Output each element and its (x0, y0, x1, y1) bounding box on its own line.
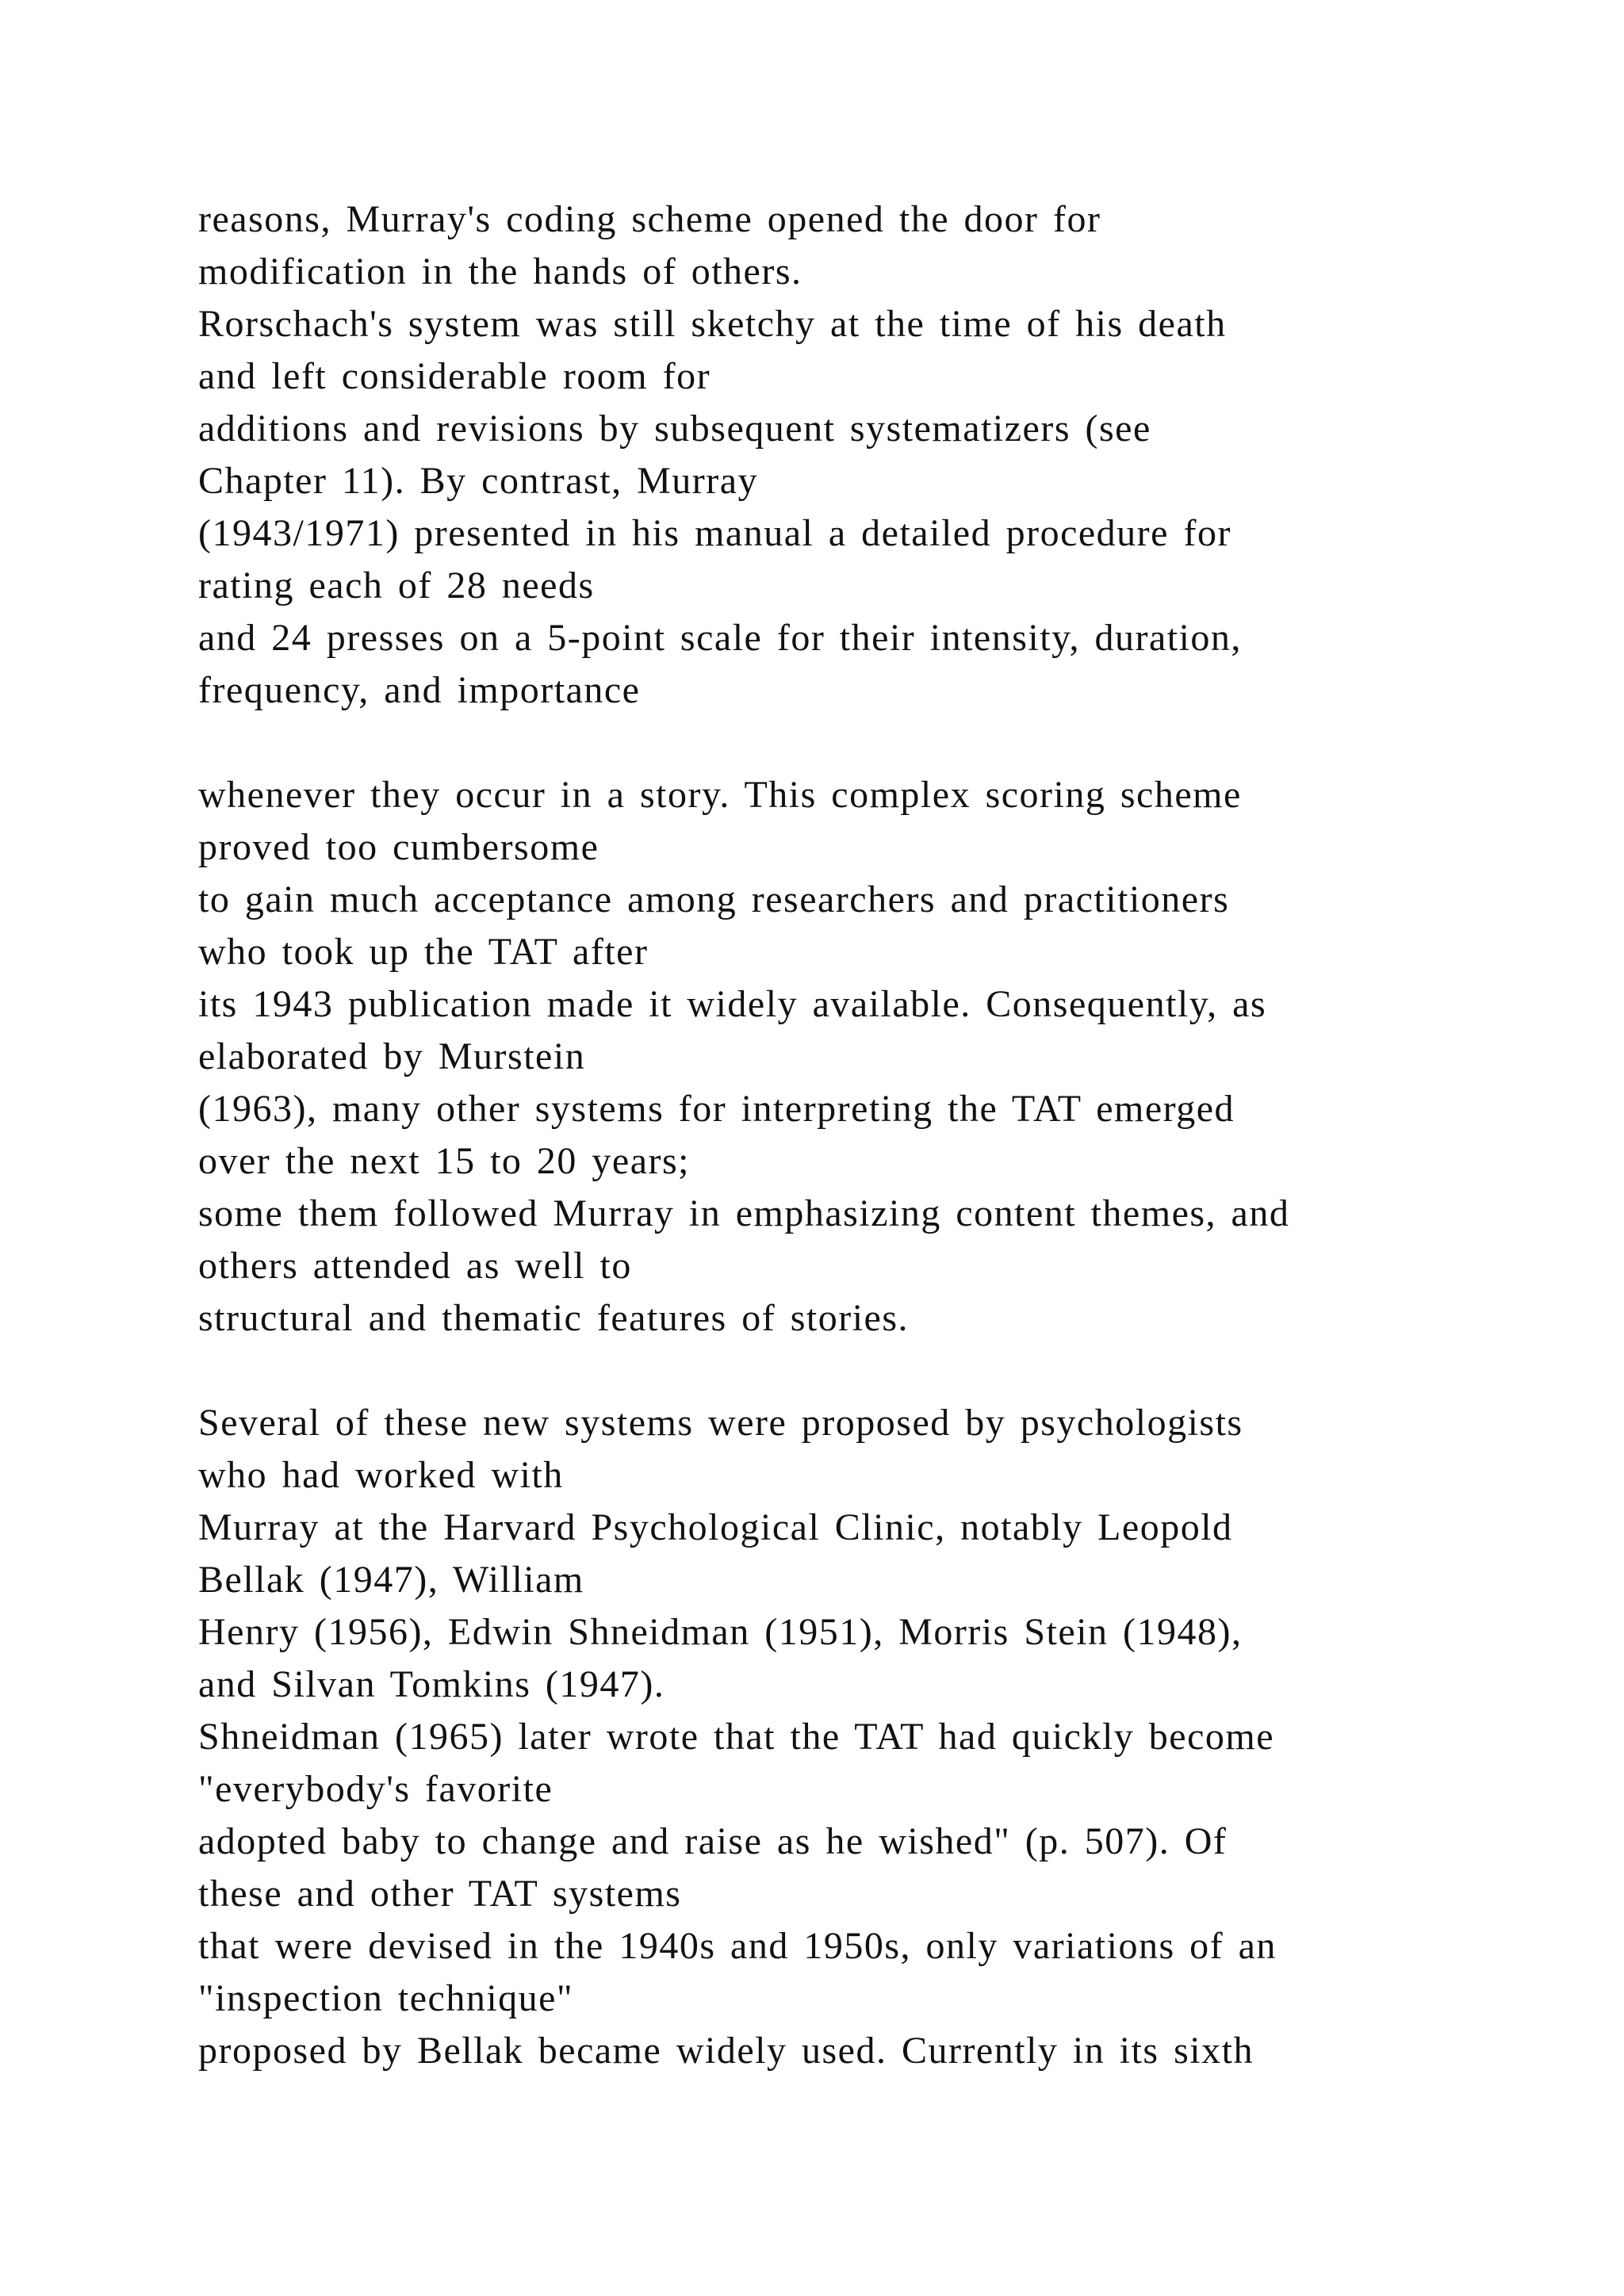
text-line: its 1943 publication made it widely available. Consequently, as (198, 983, 1267, 1025)
paragraph-gap (198, 1345, 1499, 1397)
text-line: who had worked with (198, 1454, 564, 1496)
text-line: proved too cumbersome (198, 826, 599, 868)
text-line: (1963), many other systems for interpreting the TAT emerged (198, 1088, 1235, 1130)
body-text (198, 193, 1499, 2077)
text-line: that were devised in the 1940s and 1950s, only variations of an (198, 1925, 1277, 1967)
text-line: to gain much acceptance among researchers and practitioners (198, 878, 1230, 920)
text-line: some them followed Murray in emphasizing content themes, and (198, 1192, 1290, 1234)
text-line: proposed by Bellak became widely used. Currently in its sixth (198, 2030, 1254, 2072)
text-line: Murray at the Harvard Psychological Clinic, notably Leopold (198, 1506, 1233, 1548)
text-line: and Silvan Tomkins (1947). (198, 1663, 665, 1705)
text-line: structural and thematic features of stories. (198, 1297, 910, 1339)
text-line: who took up the TAT after (198, 931, 649, 973)
paragraph-gap (198, 717, 1499, 769)
text-line: elaborated by Murstein (198, 1035, 586, 1077)
text-line: reasons, Murray's coding scheme opened the door for (198, 198, 1101, 240)
text-line: others attended as well to (198, 1245, 632, 1287)
text-line: Rorschach's system was still sketchy at the time of his death (198, 303, 1227, 345)
text-line: Shneidman (1965) later wrote that the TAT had quickly become (198, 1716, 1275, 1758)
text-line: "everybody's favorite (198, 1768, 553, 1810)
text-line: frequency, and importance (198, 669, 641, 711)
text-line: these and other TAT systems (198, 1873, 682, 1915)
text-line: modification in the hands of others. (198, 251, 802, 293)
text-line: over the next 15 to 20 years; (198, 1140, 691, 1182)
text-line: (1943/1971) presented in his manual a detailed procedure for (198, 512, 1231, 554)
text-line: additions and revisions by subsequent systematizers (see (198, 408, 1151, 450)
text-line: rating each of 28 needs (198, 564, 595, 607)
text-line: Bellak (1947), William (198, 1559, 584, 1601)
text-line: Chapter 11). By contrast, Murray (198, 460, 759, 502)
text-line: "inspection technique" (198, 1977, 574, 2019)
text-line: and 24 presses on a 5-point scale for their intensity, duration, (198, 617, 1242, 659)
text-line: adopted baby to change and raise as he wished" (p. 507). Of (198, 1820, 1228, 1862)
text-line: Several of these new systems were proposed by psychologists (198, 1402, 1243, 1444)
text-line: whenever they occur in a story. This complex scoring scheme (198, 774, 1242, 816)
text-line: Henry (1956), Edwin Shneidman (1951), Morris Stein (1948), (198, 1611, 1243, 1653)
text-line: and left considerable room for (198, 355, 711, 397)
